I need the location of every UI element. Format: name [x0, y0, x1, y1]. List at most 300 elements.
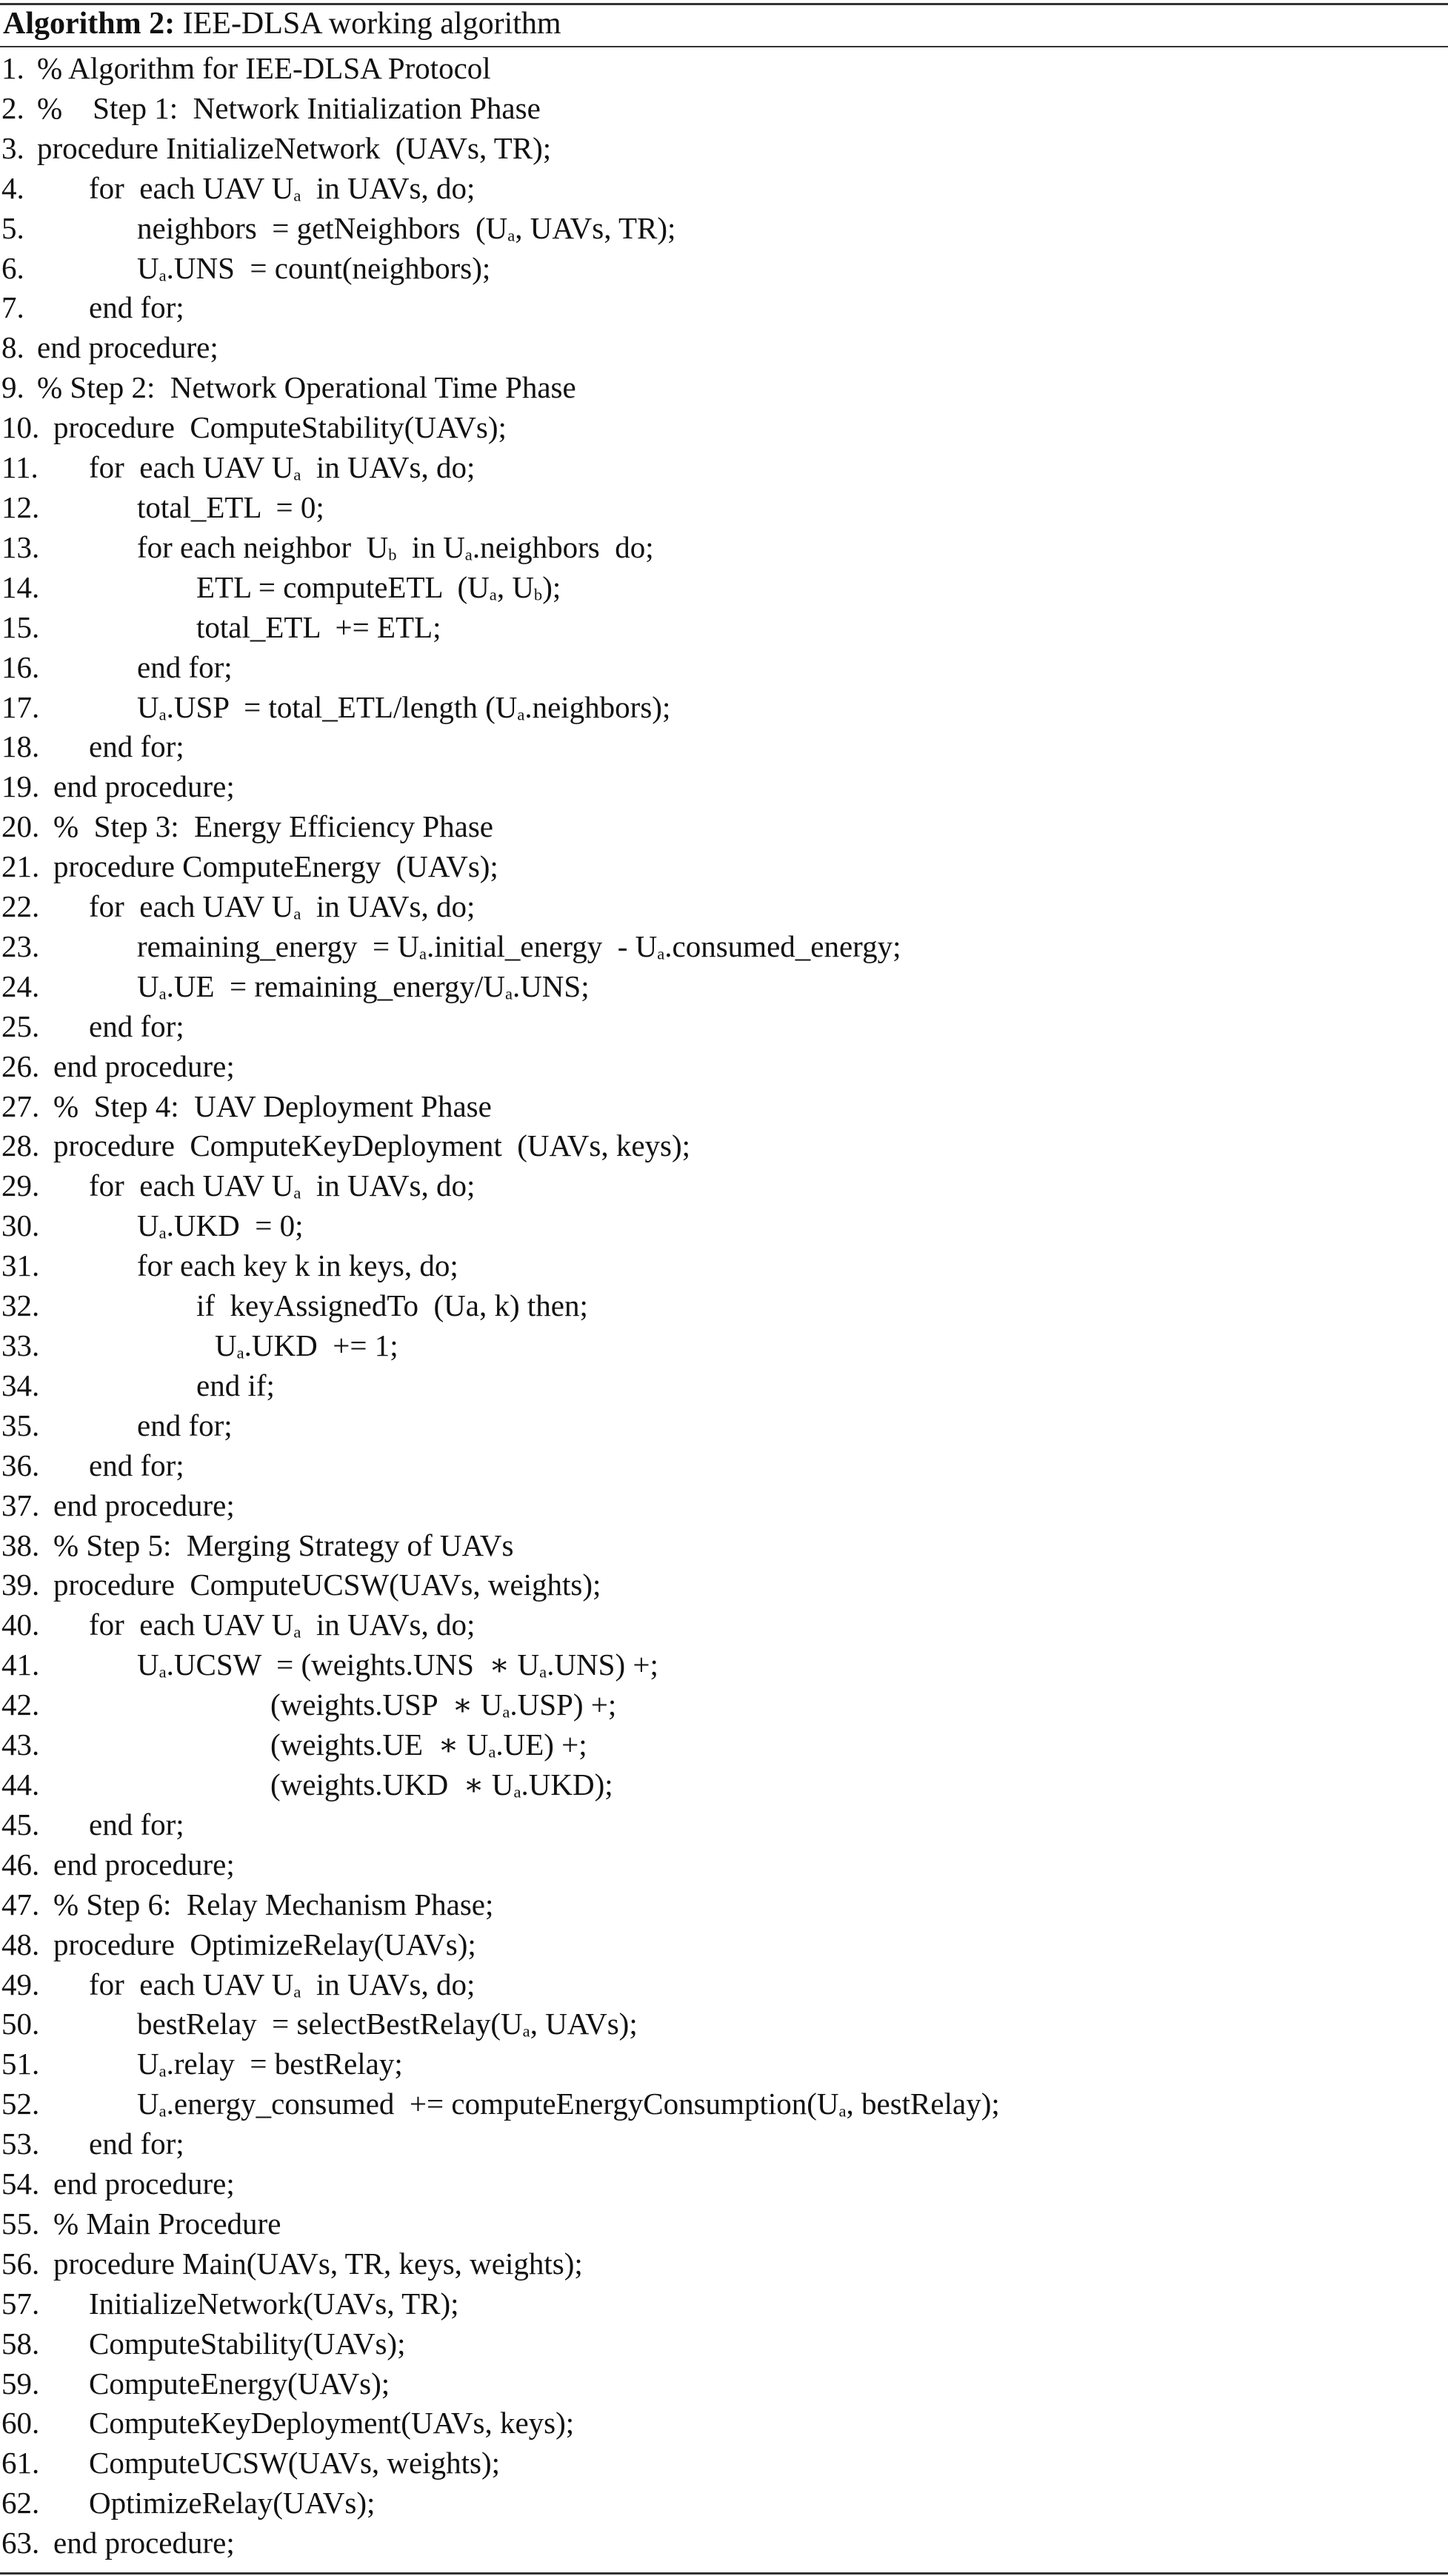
- line-number: 33.: [1, 1328, 40, 1362]
- code-text: end procedure;: [53, 1488, 235, 1522]
- algorithm-line: [0, 1685, 1448, 1725]
- code-text: for each UAV U: [89, 170, 294, 205]
- line-number: 36.: [1, 1448, 40, 1482]
- code-text: bestRelay = selectBestRelay(U: [137, 2007, 523, 2041]
- code-text: .UNS = count(neighbors);: [166, 250, 491, 285]
- code-text: InitializeNetwork(UAVs, TR);: [89, 2286, 459, 2321]
- code-text: U: [137, 250, 159, 285]
- code-text: procedure OptimizeRelay(UAVs);: [53, 1927, 476, 1961]
- line-number: 32.: [1, 1288, 40, 1323]
- line-number: 28.: [1, 1128, 40, 1163]
- line-code: [137, 2004, 638, 2044]
- line-number: 48.: [1, 1927, 40, 1961]
- code-text: .consumed_energy;: [664, 929, 901, 963]
- line-code: [53, 847, 498, 887]
- code-text: end procedure;: [53, 1847, 235, 1881]
- algorithm-line: [0, 1047, 1448, 1087]
- line-code: [137, 528, 654, 568]
- code-text: % Main Procedure: [53, 2206, 281, 2241]
- line-code: [270, 1725, 587, 1765]
- line-code: [89, 169, 475, 209]
- code-text: procedure ComputeKeyDeployment (UAVs, keys);: [53, 1128, 691, 1163]
- algorithm-line: [0, 1645, 1448, 1685]
- code-text: end for;: [89, 290, 184, 325]
- code-text: neighbors = getNeighbors (U: [137, 210, 508, 245]
- algorithm-line: [0, 249, 1448, 289]
- line-number: 44.: [1, 1767, 40, 1801]
- algorithm-line: [0, 1925, 1448, 1965]
- line-number: 56.: [1, 2246, 40, 2281]
- code-text: U: [137, 968, 159, 1003]
- code-text: OptimizeRelay(UAVs);: [89, 2486, 376, 2520]
- line-number: 20.: [1, 809, 40, 844]
- line-code: [37, 328, 218, 368]
- line-code: [89, 1166, 475, 1206]
- subscript: a: [293, 904, 301, 923]
- code-text: );: [542, 569, 561, 604]
- code-text: % Step 5: Merging Strategy of UAVs: [53, 1528, 514, 1562]
- line-number: 10.: [1, 410, 40, 445]
- code-text: U: [137, 1647, 159, 1682]
- code-text: .UE = remaining_energy/U: [166, 968, 505, 1003]
- code-text: .UKD = 0;: [166, 1208, 304, 1243]
- algorithm-line: [0, 608, 1448, 648]
- subscript: a: [507, 226, 516, 244]
- line-number: 42.: [1, 1687, 40, 1722]
- algorithm-line: [0, 1526, 1448, 1566]
- code-text: if keyAssignedTo (Ua, k) then;: [196, 1288, 588, 1323]
- algorithm-line: [0, 2324, 1448, 2364]
- line-code: [89, 1605, 475, 1645]
- algorithm-line: [0, 887, 1448, 927]
- code-text: end for;: [89, 1448, 184, 1482]
- code-text: in UAVs, do;: [301, 450, 476, 485]
- line-code: [89, 887, 475, 927]
- line-code: [89, 2124, 184, 2164]
- algorithm-line: [0, 767, 1448, 807]
- bottom-rule: [0, 2572, 1448, 2575]
- line-number: 58.: [1, 2326, 40, 2361]
- algorithm-line: [0, 2284, 1448, 2324]
- code-text: procedure Main(UAVs, TR, keys, weights);: [53, 2246, 583, 2281]
- code-text: U: [137, 1208, 159, 1243]
- code-text: ComputeUCSW(UAVs, weights);: [89, 2446, 501, 2480]
- code-text: .UKD);: [521, 1767, 613, 1801]
- line-number: 2.: [1, 90, 24, 125]
- code-text: ComputeStability(UAVs);: [89, 2326, 406, 2361]
- line-number: 57.: [1, 2286, 40, 2321]
- line-number: 13.: [1, 529, 40, 564]
- subscript: a: [159, 984, 167, 1003]
- algorithm-line: [0, 2044, 1448, 2084]
- algorithm-name: IEE-DLSA working algorithm: [182, 7, 561, 41]
- line-code: [89, 288, 184, 328]
- line-code: [37, 129, 551, 169]
- algorithm-line: [0, 1446, 1448, 1486]
- line-number: 6.: [1, 250, 24, 285]
- code-text: remaining_energy = U: [137, 929, 420, 963]
- algorithm-line: [0, 1206, 1448, 1246]
- algorithm-line: [0, 169, 1448, 209]
- line-number: 29.: [1, 1168, 40, 1203]
- line-number: 59.: [1, 2366, 40, 2401]
- algorithm-line: [0, 1366, 1448, 1406]
- algorithm-line: [0, 1246, 1448, 1286]
- subscript: a: [293, 465, 301, 484]
- algorithm-line: [0, 368, 1448, 408]
- algorithm-line: [0, 1486, 1448, 1526]
- code-text: , U: [496, 569, 534, 604]
- line-code: [53, 1526, 513, 1566]
- code-text: ComputeEnergy(UAVs);: [89, 2366, 390, 2401]
- line-number: 21.: [1, 849, 40, 884]
- code-text: .UE) +;: [496, 1727, 587, 1762]
- algorithm-line: [0, 927, 1448, 967]
- line-code: [53, 2164, 235, 2204]
- algorithm-line: [0, 408, 1448, 448]
- line-number: 39.: [1, 1568, 40, 1602]
- code-text: , UAVs, TR);: [515, 210, 676, 245]
- line-number: 14.: [1, 569, 40, 604]
- subscript: a: [513, 1782, 521, 1801]
- code-text: U: [137, 2087, 159, 2121]
- code-text: procedure ComputeEnergy (UAVs);: [53, 849, 498, 884]
- line-code: [37, 49, 491, 89]
- line-code: [270, 1685, 616, 1725]
- algorithm-line: [0, 1605, 1448, 1645]
- line-code: [53, 2204, 281, 2244]
- line-code: [137, 1206, 303, 1246]
- algorithm-line: [0, 1007, 1448, 1047]
- line-code: [270, 1765, 613, 1805]
- algorithm-line: [0, 209, 1448, 249]
- algorithm-line: [0, 568, 1448, 608]
- algorithm-line: [0, 688, 1448, 728]
- algorithm-line: [0, 1166, 1448, 1206]
- code-text: .energy_consumed += computeEnergyConsumption(U: [166, 2087, 839, 2121]
- code-text: end if;: [196, 1368, 275, 1402]
- algorithm-line: [0, 1087, 1448, 1127]
- code-text: % Step 4: UAV Deployment Phase: [53, 1088, 492, 1123]
- code-text: for each UAV U: [89, 1608, 294, 1642]
- algorithm-line: [0, 1845, 1448, 1885]
- algorithm-line: [0, 1286, 1448, 1326]
- line-code: [137, 1246, 458, 1286]
- line-code: [53, 1087, 492, 1127]
- line-code: [137, 1645, 658, 1685]
- code-text: (weights.USP ∗ U: [270, 1687, 503, 1722]
- code-text: (weights.UKD ∗ U: [270, 1767, 514, 1801]
- code-text: , UAVs);: [530, 2007, 638, 2041]
- code-text: % Step 1: Network Initialization Phase: [37, 90, 541, 125]
- code-text: ComputeKeyDeployment(UAVs, keys);: [89, 2406, 575, 2440]
- subscript: b: [533, 585, 543, 604]
- line-number: 43.: [1, 1727, 40, 1762]
- code-text: .neighbors);: [524, 689, 671, 724]
- algorithm-line: [0, 1885, 1448, 1925]
- algorithm-line: [0, 2204, 1448, 2244]
- algorithm-line: [0, 1965, 1448, 2005]
- line-number: 12.: [1, 489, 40, 524]
- line-number: 31.: [1, 1248, 40, 1283]
- subscript: a: [159, 1662, 167, 1682]
- code-text: end for;: [89, 1807, 184, 1841]
- algorithm-line: [0, 2124, 1448, 2164]
- line-number: 27.: [1, 1088, 40, 1123]
- code-text: procedure InitializeNetwork (UAVs, TR);: [37, 130, 552, 165]
- algorithm-line: [0, 967, 1448, 1007]
- line-number: 49.: [1, 1967, 40, 2001]
- algorithm-line: [0, 727, 1448, 767]
- subscript: a: [657, 944, 665, 963]
- code-text: U: [137, 2047, 159, 2081]
- line-number: 40.: [1, 1608, 40, 1642]
- line-code: [137, 1406, 233, 1446]
- subscript: a: [293, 1183, 301, 1202]
- algorithm-line: [0, 328, 1448, 368]
- line-code: [37, 368, 576, 408]
- line-code: [89, 727, 184, 767]
- line-number: 7.: [1, 290, 24, 325]
- subscript: a: [504, 984, 513, 1003]
- algorithm-line: [0, 2483, 1448, 2523]
- line-code: [196, 568, 561, 608]
- line-code: [89, 2483, 375, 2523]
- subscript: a: [293, 1622, 301, 1642]
- algorithm-line: [0, 488, 1448, 528]
- line-number: 1.: [1, 51, 24, 85]
- code-text: end for;: [89, 1008, 184, 1043]
- line-code: [137, 249, 490, 289]
- subscript: a: [293, 186, 301, 205]
- subscript: a: [159, 1223, 167, 1242]
- subscript: a: [464, 545, 473, 564]
- line-code: [53, 2523, 235, 2563]
- code-text: U: [137, 689, 159, 724]
- code-text: , bestRelay);: [846, 2087, 1000, 2121]
- line-number: 55.: [1, 2206, 40, 2241]
- line-code: [53, 807, 493, 847]
- line-number: 15.: [1, 609, 40, 644]
- line-number: 60.: [1, 2406, 40, 2440]
- line-number: 19.: [1, 769, 40, 804]
- line-code: [53, 2244, 583, 2284]
- algorithm-line: [0, 1725, 1448, 1765]
- code-text: .USP) +;: [510, 1687, 617, 1722]
- line-code: [196, 1286, 588, 1326]
- code-text: for each key k in keys, do;: [137, 1248, 458, 1283]
- algorithm-line: [0, 528, 1448, 568]
- algorithm-line: [0, 1765, 1448, 1805]
- line-number: 8.: [1, 330, 24, 365]
- algorithm-line: [0, 648, 1448, 688]
- algorithm-line: [0, 288, 1448, 328]
- algorithm-line: [0, 2164, 1448, 2204]
- code-text: U: [215, 1328, 237, 1362]
- algorithm-line: [0, 49, 1448, 89]
- code-text: procedure ComputeStability(UAVs);: [53, 410, 507, 445]
- line-number: 50.: [1, 2007, 40, 2041]
- code-text: in UAVs, do;: [301, 170, 476, 205]
- code-text: for each UAV U: [89, 1967, 294, 2001]
- code-text: end procedure;: [37, 330, 218, 365]
- subscript: a: [489, 585, 497, 604]
- line-code: [53, 1486, 235, 1526]
- code-text: .relay = bestRelay;: [166, 2047, 403, 2081]
- line-number: 17.: [1, 689, 40, 724]
- code-text: .initial_energy - U: [427, 929, 658, 963]
- code-text: total_ETL += ETL;: [196, 609, 441, 644]
- line-code: [89, 2324, 405, 2364]
- line-code: [137, 488, 324, 528]
- line-number: 37.: [1, 1488, 40, 1522]
- line-code: [196, 1366, 275, 1406]
- code-text: in UAVs, do;: [301, 889, 476, 924]
- code-text: end for;: [89, 729, 184, 764]
- code-text: in U: [396, 529, 465, 564]
- algorithm-line: [0, 2523, 1448, 2563]
- subscript: a: [522, 2021, 530, 2041]
- line-number: 45.: [1, 1807, 40, 1841]
- code-text: .neighbors do;: [472, 529, 654, 564]
- algorithm-lines: [0, 49, 1448, 2563]
- subscript: a: [517, 704, 525, 723]
- code-text: end procedure;: [53, 2167, 235, 2201]
- line-code: [89, 2284, 459, 2324]
- header-rule: [0, 46, 1448, 47]
- subscript: a: [159, 704, 167, 723]
- subscript: a: [419, 944, 427, 963]
- line-number: 18.: [1, 729, 40, 764]
- algorithm-line: [0, 2443, 1448, 2483]
- line-code: [53, 1845, 235, 1885]
- algorithm-line: [0, 2364, 1448, 2404]
- line-code: [89, 1965, 475, 2005]
- subscript: a: [159, 2061, 167, 2081]
- line-number: 3.: [1, 130, 24, 165]
- algorithm-line: [0, 2244, 1448, 2284]
- algorithm-line: [0, 2004, 1448, 2044]
- code-text: in UAVs, do;: [301, 1967, 476, 2001]
- line-number: 30.: [1, 1208, 40, 1243]
- algorithm-line: [0, 1565, 1448, 1605]
- code-text: for each neighbor U: [137, 529, 389, 564]
- subscript: b: [388, 545, 397, 564]
- line-number: 16.: [1, 649, 40, 684]
- line-number: 9.: [1, 370, 24, 405]
- subscript: a: [293, 1981, 301, 2001]
- line-number: 22.: [1, 889, 40, 924]
- algorithm-line: [0, 1805, 1448, 1845]
- code-text: .USP = total_ETL/length (U: [166, 689, 518, 724]
- subscript: a: [488, 1742, 496, 1762]
- line-code: [137, 927, 901, 967]
- algorithm-line: [0, 807, 1448, 847]
- algorithm-line: [0, 448, 1448, 488]
- line-code: [89, 1805, 184, 1845]
- line-code: [137, 648, 233, 688]
- line-number: 62.: [1, 2486, 40, 2520]
- algorithm-line: [0, 2403, 1448, 2443]
- line-number: 38.: [1, 1528, 40, 1562]
- code-text: total_ETL = 0;: [137, 489, 324, 524]
- code-text: for each UAV U: [89, 889, 294, 924]
- algorithm-line: [0, 1126, 1448, 1166]
- code-text: ETL = computeETL (U: [196, 569, 490, 604]
- code-text: for each UAV U: [89, 1168, 294, 1203]
- line-code: [53, 767, 235, 807]
- algorithm-title: [3, 1, 561, 46]
- line-number: 25.: [1, 1008, 40, 1043]
- line-code: [215, 1326, 398, 1366]
- code-text: end for;: [137, 649, 233, 684]
- code-text: in UAVs, do;: [301, 1608, 476, 1642]
- code-text: .UNS;: [512, 968, 590, 1003]
- line-code: [89, 1446, 184, 1486]
- line-number: 46.: [1, 1847, 40, 1881]
- code-text: % Step 6: Relay Mechanism Phase;: [53, 1887, 494, 1921]
- algorithm-line: [0, 89, 1448, 129]
- code-text: % Algorithm for IEE-DLSA Protocol: [37, 51, 491, 85]
- line-number: 63.: [1, 2526, 40, 2560]
- line-number: 47.: [1, 1887, 40, 1921]
- line-number: 4.: [1, 170, 24, 205]
- code-text: end for;: [137, 1408, 233, 1442]
- line-number: 34.: [1, 1368, 40, 1402]
- algorithm-line: [0, 1326, 1448, 1366]
- subscript: a: [159, 2101, 167, 2121]
- line-number: 24.: [1, 968, 40, 1003]
- line-number: 26.: [1, 1048, 40, 1083]
- subscript: a: [539, 1662, 547, 1682]
- line-code: [37, 89, 541, 129]
- code-text: % Step 2: Network Operational Time Phase: [37, 370, 576, 405]
- line-number: 54.: [1, 2167, 40, 2201]
- subscript: a: [236, 1343, 244, 1362]
- code-text: end procedure;: [53, 769, 235, 804]
- algorithm-label: Algorithm 2:: [3, 7, 176, 41]
- code-text: end procedure;: [53, 1048, 235, 1083]
- line-code: [137, 967, 590, 1007]
- code-text: in UAVs, do;: [301, 1168, 476, 1203]
- line-code: [89, 2364, 390, 2404]
- algorithm-line: [0, 129, 1448, 169]
- line-number: 5.: [1, 210, 24, 245]
- line-code: [137, 688, 670, 728]
- line-number: 35.: [1, 1408, 40, 1442]
- subscript: a: [159, 265, 167, 284]
- line-code: [53, 1885, 493, 1925]
- code-text: for each UAV U: [89, 450, 294, 485]
- line-number: 11.: [1, 450, 39, 485]
- algorithm-line: [0, 1406, 1448, 1446]
- code-text: .UCSW = (weights.UNS ∗ U: [166, 1647, 540, 1682]
- line-code: [53, 1925, 476, 1965]
- line-code: [53, 1565, 601, 1605]
- line-number: 23.: [1, 929, 40, 963]
- line-code: [53, 1126, 690, 1166]
- line-code: [53, 1047, 235, 1087]
- line-code: [137, 2084, 1000, 2124]
- line-code: [53, 408, 507, 448]
- line-number: 61.: [1, 2446, 40, 2480]
- code-text: .UNS) +;: [547, 1647, 658, 1682]
- line-code: [137, 2044, 403, 2084]
- code-text: .UKD += 1;: [244, 1328, 398, 1362]
- code-text: % Step 3: Energy Efficiency Phase: [53, 809, 493, 844]
- line-code: [89, 2443, 500, 2483]
- line-code: [196, 608, 441, 648]
